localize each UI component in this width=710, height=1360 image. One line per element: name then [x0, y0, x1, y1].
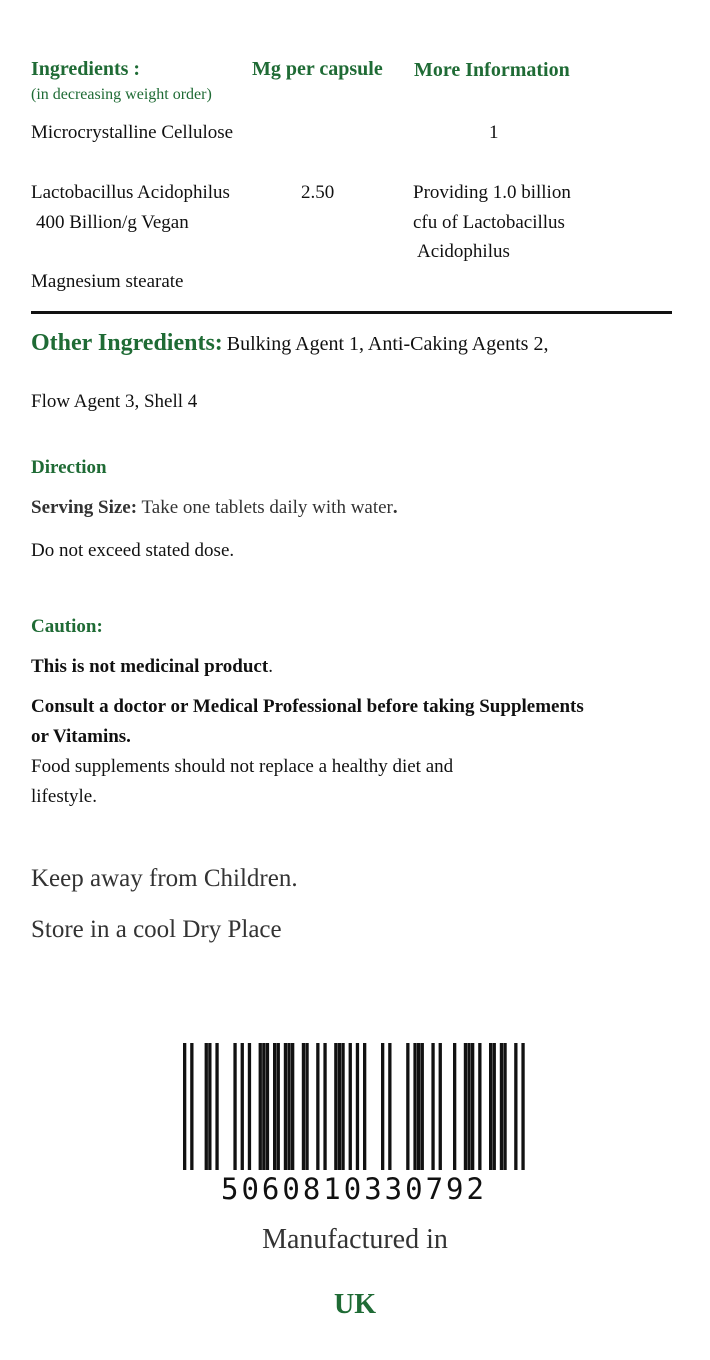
ingredient-name: Magnesium stearate: [31, 271, 184, 292]
caution-consult-doctor: Consult a doctor or Medical Professional before taking Supplements: [31, 696, 584, 717]
barcode-bar: [349, 1043, 352, 1170]
barcode-bar: [205, 1043, 208, 1170]
other-ingredients-heading: Other Ingredients:: [31, 330, 223, 356]
caution-heading: Caution:: [31, 616, 103, 637]
barcode-bar: [233, 1043, 236, 1170]
barcode-bar: [478, 1043, 481, 1170]
barcode-bar: [406, 1043, 409, 1170]
caution-food-supplements-continued: lifestyle.: [31, 786, 97, 807]
ingredient-name: Lactobacillus Acidophilus: [31, 182, 230, 203]
barcode-bar: [323, 1043, 326, 1170]
barcode-bar: [421, 1043, 424, 1170]
barcode-bar: [439, 1043, 442, 1170]
barcode-bar: [417, 1043, 420, 1170]
barcode-bar: [453, 1043, 456, 1170]
other-ingredients-line: [31, 330, 548, 357]
caution-line: [31, 656, 273, 678]
barcode-bar: [363, 1043, 366, 1170]
barcode-bar: [338, 1043, 341, 1170]
barcode-bar: [388, 1043, 391, 1170]
ingredient-info-continued: Acidophilus: [417, 241, 510, 262]
ingredients-header: Ingredients :: [31, 58, 141, 80]
manufactured-in: Manufactured in: [262, 1224, 448, 1255]
other-ingredients-text-continued: Flow Agent 3, Shell 4: [31, 391, 198, 412]
barcode-bar: [284, 1043, 287, 1170]
ingredients-note: (in decreasing weight order): [31, 86, 212, 103]
ingredient-name: Microcrystalline Cellulose: [31, 122, 234, 143]
caution-period: .: [268, 656, 273, 677]
barcode-bar: [291, 1043, 294, 1170]
barcode-bar: [521, 1043, 524, 1170]
keep-away-children: Keep away from Children.: [31, 865, 298, 892]
barcode-bar: [302, 1043, 305, 1170]
barcode-bar: [215, 1043, 218, 1170]
barcode-bar: [431, 1043, 434, 1170]
barcode-bar: [413, 1043, 416, 1170]
barcode-bar: [287, 1043, 290, 1170]
barcode-bar: [277, 1043, 280, 1170]
barcode-bar: [489, 1043, 492, 1170]
barcode-bar: [334, 1043, 337, 1170]
barcode-bar: [514, 1043, 517, 1170]
barcode-bar: [464, 1043, 467, 1170]
barcode-bar: [273, 1043, 276, 1170]
barcode-bar: [190, 1043, 193, 1170]
caution-consult-doctor-continued: or Vitamins.: [31, 726, 131, 747]
barcode-number: 5060810330792: [221, 1172, 487, 1206]
barcode-bar: [208, 1043, 211, 1170]
direction-heading: Direction: [31, 457, 107, 478]
serving-size-line: [31, 497, 398, 519]
serving-size-text: Take one tablets daily with water: [141, 497, 393, 518]
ingredient-mg: 2.50: [301, 182, 335, 203]
caution-not-medicinal: This is not medicinal product: [31, 656, 269, 677]
barcode-bar: [259, 1043, 262, 1170]
barcode-bar: [493, 1043, 496, 1170]
barcode-bar: [356, 1043, 359, 1170]
barcode-bar: [503, 1043, 506, 1170]
serving-size-label: Serving Size:: [31, 497, 138, 518]
barcode-bar: [471, 1043, 474, 1170]
ingredient-name-continued: 400 Billion/g Vegan: [36, 212, 189, 233]
ingredient-info: Providing 1.0 billion: [413, 182, 571, 203]
barcode-bar: [262, 1043, 265, 1170]
barcode-bars: [183, 1043, 525, 1170]
barcode-bar: [316, 1043, 319, 1170]
barcode-bar: [266, 1043, 269, 1170]
other-ingredients-text: Bulking Agent 1, Anti-Caking Agents 2,: [226, 333, 549, 355]
dose-warning: Do not exceed stated dose.: [31, 540, 235, 561]
barcode-bar: [381, 1043, 384, 1170]
barcode-bar: [241, 1043, 244, 1170]
more-information-header: More Information: [414, 59, 570, 81]
barcode-bar: [341, 1043, 344, 1170]
barcode-bar: [248, 1043, 251, 1170]
barcode-bar: [305, 1043, 308, 1170]
ingredient-info-continued: cfu of Lactobacillus: [413, 212, 565, 233]
caution-food-supplements: Food supplements should not replace a healthy diet and: [31, 756, 454, 777]
barcode-bar: [183, 1043, 186, 1170]
ingredient-info: 1: [489, 122, 499, 143]
barcode-bar: [467, 1043, 470, 1170]
country-of-manufacture: UK: [334, 1289, 376, 1320]
divider-rule: [31, 311, 672, 314]
mg-per-capsule-header: Mg per capsule: [252, 58, 383, 80]
store-cool-dry: Store in a cool Dry Place: [31, 916, 282, 943]
barcode-bar: [500, 1043, 503, 1170]
serving-size-period: .: [392, 497, 398, 518]
